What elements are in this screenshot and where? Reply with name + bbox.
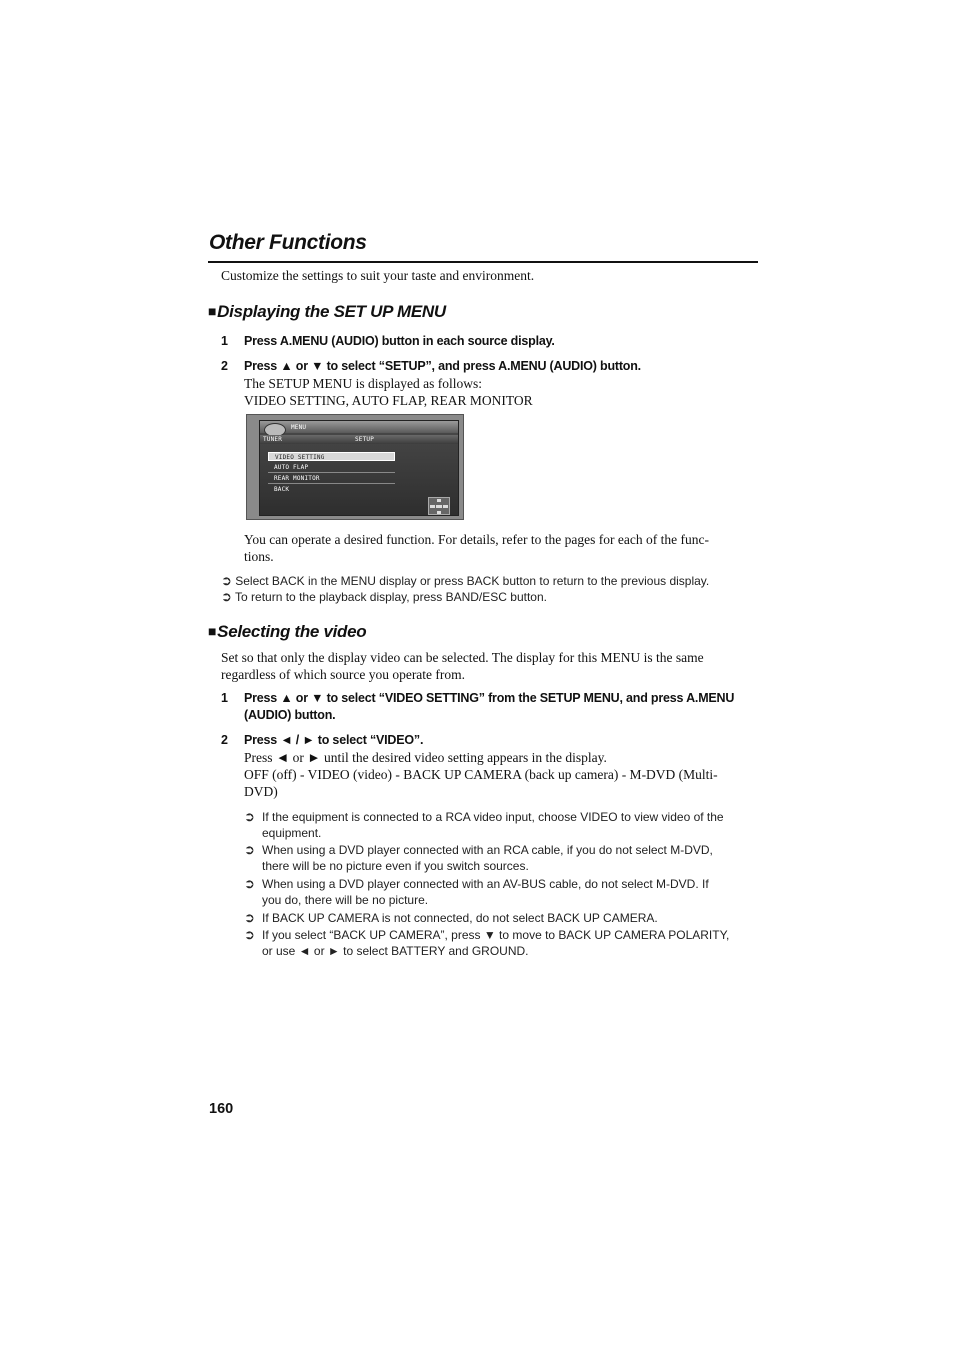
step-2-body-line-2: VIDEO SETTING, AUTO FLAP, REAR MONITOR [244, 393, 533, 408]
after-screen-line-2: tions. [244, 549, 274, 564]
setup-menu-screenshot [246, 414, 464, 520]
note-rca-cable [244, 842, 758, 875]
note-arrow-icon: ➲ [244, 927, 255, 942]
step-number: 2 [221, 733, 228, 747]
step-1 [221, 690, 761, 726]
note-text-line-2: or use ◄ or ► to select BATTERY and GROUND. [262, 944, 529, 958]
note-camera-polarity [244, 927, 758, 960]
step-1 [221, 333, 761, 351]
note-text-line-1: When using a DVD player connected with an AV-BUS cable, do not select M-DVD. If [262, 877, 709, 891]
note-av-bus [244, 876, 758, 909]
section2-intro-line-2: regardless of which source you operate from. [221, 667, 466, 682]
note-text-line-1: If the equipment is connected to a RCA video input, choose VIDEO to view video of the [262, 810, 724, 824]
note-text-line-1: When using a DVD player connected with an RCA cable, if you do not select M-DVD, [262, 843, 713, 857]
note-text-line-2: equipment. [262, 826, 322, 840]
step-text-line-1: Press ▲ or ▼ to select “VIDEO SETTING” from the SETUP MENU, and press A.MENU [244, 691, 735, 705]
note-text-line-2: there will be no picture even if you switch sources. [262, 859, 529, 873]
note-text: Select BACK in the MENU display or press BACK button to return to the previous display. [235, 574, 710, 588]
page-intro: Customize the settings to suit your taste and environment. [221, 268, 535, 283]
joystick-icon [428, 497, 450, 515]
page-title: Other Functions [209, 231, 367, 254]
note-arrow-icon: ➲ [244, 876, 255, 891]
screen-menu-item-rear-monitor: REAR MONITOR [268, 474, 395, 484]
screen-menu-label: MENU [291, 424, 307, 431]
screen-setup-label: SETUP [355, 436, 375, 443]
section-heading-setup-menu [208, 302, 446, 322]
note-text-line-2: you do, there will be no picture. [262, 893, 429, 907]
note-back-up-camera [244, 910, 758, 927]
note-band-esc [221, 589, 547, 606]
step-number: 2 [221, 359, 228, 373]
step-number: 1 [221, 334, 228, 348]
step-2-body-line-3: DVD) [244, 784, 278, 799]
step-2-body-line-2: OFF (off) - VIDEO (video) - BACK UP CAMERA (back up camera) - M-DVD (Multi- [244, 767, 718, 782]
note-text-line-1: If BACK UP CAMERA is not connected, do not select BACK UP CAMERA. [262, 911, 658, 925]
page-number: 160 [209, 1101, 234, 1117]
note-rca-input [244, 809, 758, 842]
heading-square-icon: ■ [208, 623, 217, 639]
screen-display [259, 420, 459, 516]
section-heading-text: Displaying the SET UP MENU [217, 302, 446, 321]
note-back [221, 573, 709, 590]
step-number: 1 [221, 691, 228, 705]
step-2-body-line-1: Press ◄ or ► until the desired video setting appears in the display. [244, 750, 607, 765]
note-arrow-icon: ➲ [244, 910, 255, 925]
step-text: Press ▲ or ▼ to select “SETUP”, and press A.MENU (AUDIO) button. [244, 359, 641, 373]
step-2-body-line-1: The SETUP MENU is displayed as follows: [244, 376, 482, 391]
note-text-line-1: If you select “BACK UP CAMERA”, press ▼ to move to BACK UP CAMERA POLARITY, [262, 928, 730, 942]
step-2 [221, 358, 761, 376]
note-arrow-icon: ➲ [221, 573, 232, 588]
screen-top-bar [260, 421, 458, 433]
screen-menu-item-auto-flap: AUTO FLAP [268, 463, 395, 473]
screen-source-label: TUNER [263, 436, 283, 443]
note-text: To return to the playback display, press BAND/ESC button. [235, 590, 547, 604]
section-heading-selecting-video [208, 622, 366, 642]
step-text-line-2: (AUDIO) button. [244, 708, 336, 722]
screen-menu-item-back: BACK [274, 486, 290, 493]
screen-menu-item-video-setting: VIDEO SETTING [268, 452, 395, 461]
heading-square-icon: ■ [208, 303, 217, 319]
note-arrow-icon: ➲ [244, 842, 255, 857]
note-arrow-icon: ➲ [221, 589, 232, 604]
step-text: Press A.MENU (AUDIO) button in each source display. [244, 334, 555, 348]
section2-intro-line-1: Set so that only the display video can be selected. The display for this MENU is the same [221, 650, 704, 665]
step-2 [221, 732, 761, 750]
step-text: Press ◄ / ► to select “VIDEO”. [244, 733, 424, 747]
section-heading-text: Selecting the video [217, 622, 367, 641]
note-arrow-icon: ➲ [244, 809, 255, 824]
title-rule [208, 261, 758, 263]
after-screen-line-1: You can operate a desired function. For details, refer to the pages for each of the func- [244, 532, 709, 547]
